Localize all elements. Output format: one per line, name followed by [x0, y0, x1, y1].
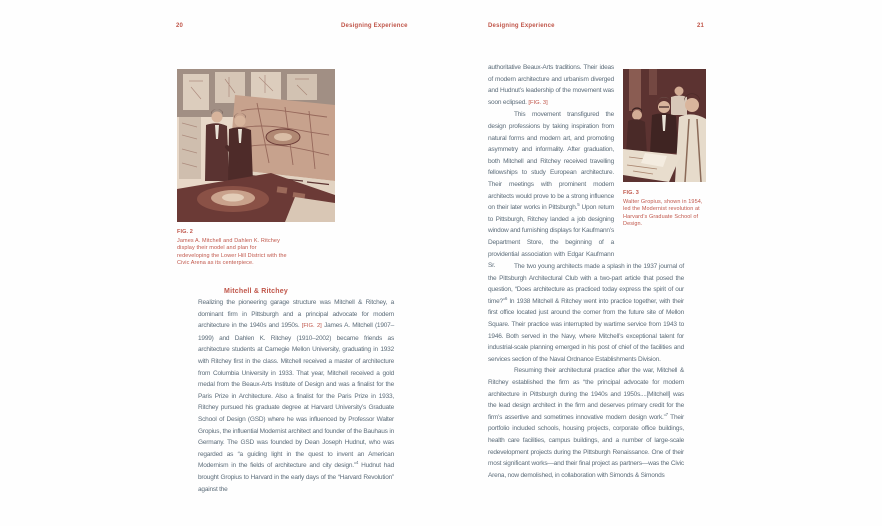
- body-text-segment: This movement transfigured the design professions by taking inspiration from natural forms and modern art, and promoting asymmetry and informality. After graduation, both Mitchell and Ritchey received travelling fellowships to study European architecture. Their meetings with prominent modern architects would prove to be a strong influence on their later works in Pittsburgh.: [488, 111, 614, 212]
- body-text-segment: Hudnut had brought Gropius to Harvard in the early days of the “Harvard Revolution” against the: [198, 462, 394, 493]
- figure-3-caption: [623, 190, 709, 229]
- figure-3-caption-text: Walter Gropius, shown in 1954, led the Modernist revolution at Harvard’s Graduate School of Design.: [623, 198, 703, 228]
- footnote-5-marker: 5: [577, 201, 580, 207]
- left-page-body: [198, 297, 394, 495]
- right-page-main: [488, 261, 684, 481]
- figure-2-photo-art: [177, 69, 335, 222]
- section-heading: Mitchell & Ritchey: [224, 288, 288, 295]
- body-text-segment: Resuming their architectural practice after the war, Mitchell & Ritchey established the firm as “the principal advocate for modern architecture in Pittsburgh during the 1940s and 1950s....[Mitchell] was the lead design architect in the firm and deserves primary credit for the firm’s assertive and sometimes innovative modern design work.”: [488, 367, 684, 421]
- footnote-6-marker: 6: [504, 295, 508, 301]
- right-column-paragraph-1: [488, 62, 614, 109]
- figure-2-caption-text: James A. Mitchell and Dahlen K. Ritchey display their model and plan for redeveloping the Lower Hill District with the Civic Arena as its centerpiece.: [177, 237, 287, 267]
- footnote-7-marker: 7: [665, 411, 668, 417]
- right-main-paragraph-2: [488, 365, 684, 481]
- footnote-4-marker: 4: [355, 460, 359, 466]
- figure-2-label: FIG. 2: [177, 229, 193, 235]
- body-text-segment: authoritative Beaux-Arts traditions. Their ideas of modern architecture and urbanism diverged and Hudnut’s leadership of the movement was soon eclipsed.: [488, 64, 614, 106]
- right-page-column: [488, 62, 614, 272]
- body-text-segment: Realizing the pioneering garage structure was Mitchell & Ritchey, a dominant firm in Pittsburgh and a principal advocate for modern architecture in the 1940s and 1950s.: [198, 299, 394, 330]
- figure-3-photo: [623, 69, 706, 182]
- left-page-number: 20: [176, 23, 184, 29]
- body-text-segment: Their portfolio included schools, housing projects, corporate office buildings, health care facilities, campus buildings, and a number of large-scale redevelopment projects during the Pittsburgh Renaissance. One of their most significant works—and their final project as partners—was the Civic Arena, now demolished, in collaboration with Simonds & Simonds: [488, 413, 684, 479]
- right-running-head: Designing Experience: [488, 23, 555, 29]
- right-column-paragraph-2: [488, 109, 614, 271]
- figure-2-caption: [177, 229, 289, 268]
- body-text-segment: The two young architects made a splash in the 1937 journal of the Pittsburgh Architectural Club with a two-part article that posed the question, “Does architecture as practiced today express the spirit of our time?”: [488, 263, 684, 305]
- body-text-segment: In 1938 Mitchell & Ritchey went into practice together, with their first office located just around the corner from the future site of Mellon Square. Their practice was interrupted by wartime service from 1943 to 1946. Both served in the Navy, where Mitchell’s exceptional talent for industrial-scale planning emerged in his post of chief of the facilities and services section of the Naval Ordnance Establishments Division.: [488, 297, 684, 363]
- right-page-number: 21: [697, 23, 705, 29]
- right-main-paragraph-1: [488, 261, 684, 365]
- figure-3-label: FIG. 3: [623, 190, 639, 196]
- left-running-head: Designing Experience: [341, 23, 408, 29]
- figure-3-reference: [FIG. 3]: [528, 99, 548, 106]
- left-body-paragraph: [198, 297, 394, 495]
- figure-2-photo: [177, 69, 335, 222]
- figure-2-reference: [FIG. 2]: [301, 323, 322, 330]
- body-text-segment: Upon return to Pittsburgh, Ritchey landed a job designing window and furnishing displays for Kaufmann’s Department Store, the beginning of a providential association with Edgar Kaufmann Sr.: [488, 204, 615, 270]
- figure-3-photo-art: [623, 69, 706, 182]
- body-text-segment: James A. Mitchell (1907–1999) and Dahlen K. Ritchey (1910–2002) became friends as architecture students at Carnegie Mellon University, graduating in 1932 with Ritchey first in the class. Mitchell received a master of architecture from Columbia University in 1933. That year, Mitchell received a gold medal from the Beaux-Arts Institute of Design and was a finalist for the Paris Prize in Architecture. Also a finalist for the Paris Prize in 1933, Ritchey pursued his graduate degree at Harvard University’s Graduate School of Design (GSD) where he was influenced by Professor Walter Gropius, the influential Modernist architect and founder of the Bauhaus in Germany. The GSD was founded by Dean Joseph Hudnut, who was regarded as “a guiding light in the quest to invent an American Modernism in the fields of architecture and city design.”: [198, 322, 394, 470]
